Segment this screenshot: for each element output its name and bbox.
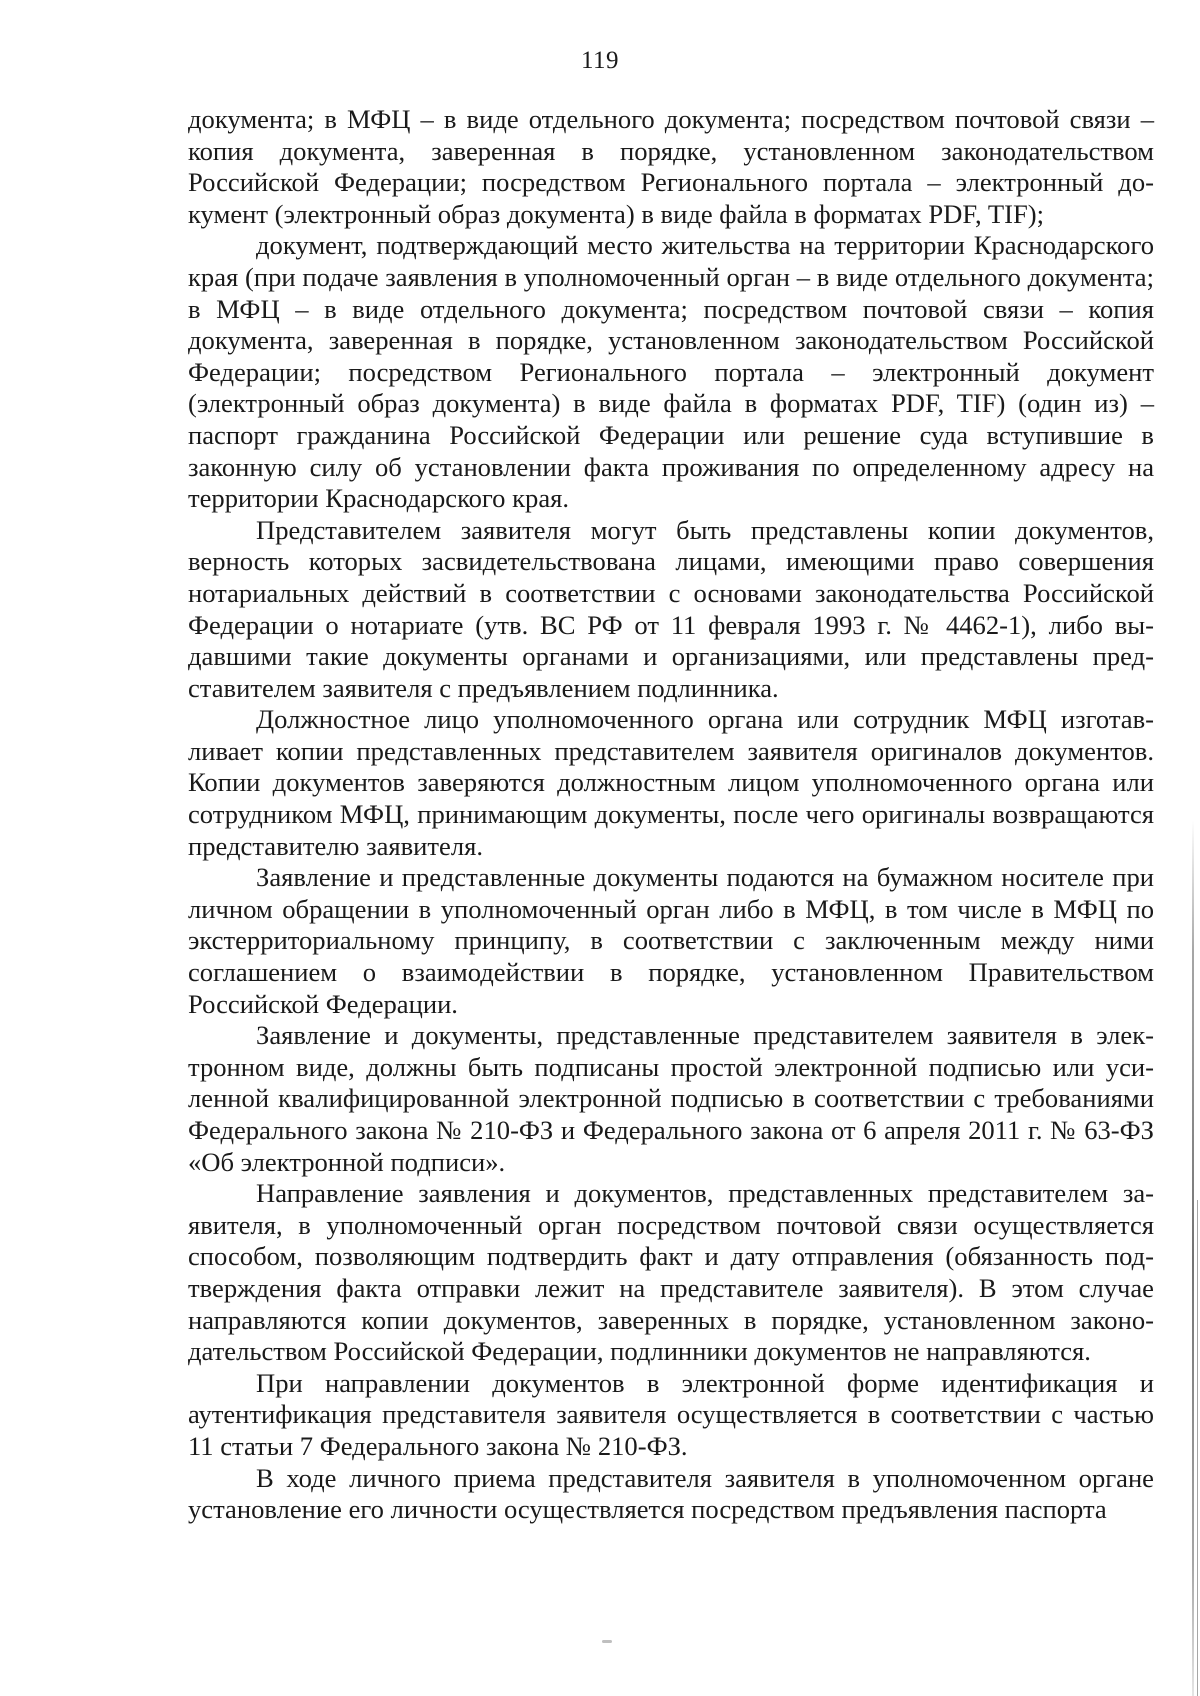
scan-edge-line [1197,1200,1198,1696]
scan-speck [602,1640,612,1643]
paragraph-5: Заявление и представленные документы подаются на бумажном носителе при личном обращении в уполномоченный орган либо в МФЦ, в том числе в МФЦ по экстерриториальному принципу, в соответствии с заключенным между ними соглашением о взаимодействии в порядке, установленном Правительством Российской Федерации. [188,862,1154,1019]
paragraph-1: документа; в МФЦ – в виде отдельного документа; посредством почтовой связи – копия документа, заверенная в порядке, установленном законодательством Российской Федерации; посредством Регионального портала – электронный документ (электронный образ документа) в виде файла в форматах PDF, TIF); [188,104,1154,229]
paragraph-2: документ, подтверждающий место жительства на территории Краснодарского края (при подаче заявления в уполномоченный орган – в виде отдельного документа; в МФЦ – в виде отдельного документа; посредством почтовой связи – копия документа, заверенная в порядке, установленном законодательством Российской Федерации; посредством Регионального портала – электронный документ (электронный образ документа) в виде файла в форматах PDF, TIF) (один из) – паспорт гражданина Российской Федерации или решение суда вступившие в законную силу об установлении факта проживания по определенному адресу на территории Краснодарского края. [188,230,1154,514]
paragraph-4: Должностное лицо уполномоченного органа или сотрудник МФЦ изготавливает копии представленных представителем заявителя оригиналов документов. Копии документов заверяются должностным лицом уполномоченного органа или сотрудником МФЦ, принимающим документы, после чего оригиналы возвращаются представителю заявителя. [188,704,1154,861]
paragraph-3: Представителем заявителя могут быть представлены копии документов, верность которых засвидетельствована лицами, имеющими право совершения нотариальных действий в соответствии с основами законодательства Российской Федерации о нотариате (утв. ВС РФ от 11 февраля 1993 г. № 4462-1), либо выдавшими такие документы органами и организациями, или представлены представителем заявителя с предъявлением подлинника. [188,514,1154,703]
paragraph-8: При направлении документов в электронной форме идентификация и аутентификация представителя заявителя осуществляется в соответствии с частью 11 статьи 7 Федерального закона № 210-ФЗ. [188,1367,1154,1461]
page-number: 119 [580,47,620,74]
paragraph-7: Направление заявления и документов, представленных представителем заявителя, в уполномоченный орган посредством почтовой связи осуществляется способом, позволяющим подтвердить факт и дату отправления (обязанность подтверждения факта отправки лежит на представителе заявителя). В этом случае направляются копии документов, заверенных в порядке, установленном законодательством Российской Федерации, подлинники документов не направляются. [188,1178,1154,1367]
paragraph-6: Заявление и документы, представленные представителем заявителя в электронном виде, должны быть подписаны простой электронной подписью или усиленной квалифицированной электронной подписью в соответствии с требованиями Федерального закона № 210-ФЗ и Федерального закона от 6 апреля 2011 г. № 63-ФЗ «Об электронной подписи». [188,1020,1154,1177]
paragraph-9: В ходе личного приема представителя заявителя в уполномоченном органе установление его личности осуществляется посредством предъявления паспорта [188,1462,1154,1525]
document-body [188,104,1154,1526]
scan-edge-shadow [1192,820,1194,1696]
